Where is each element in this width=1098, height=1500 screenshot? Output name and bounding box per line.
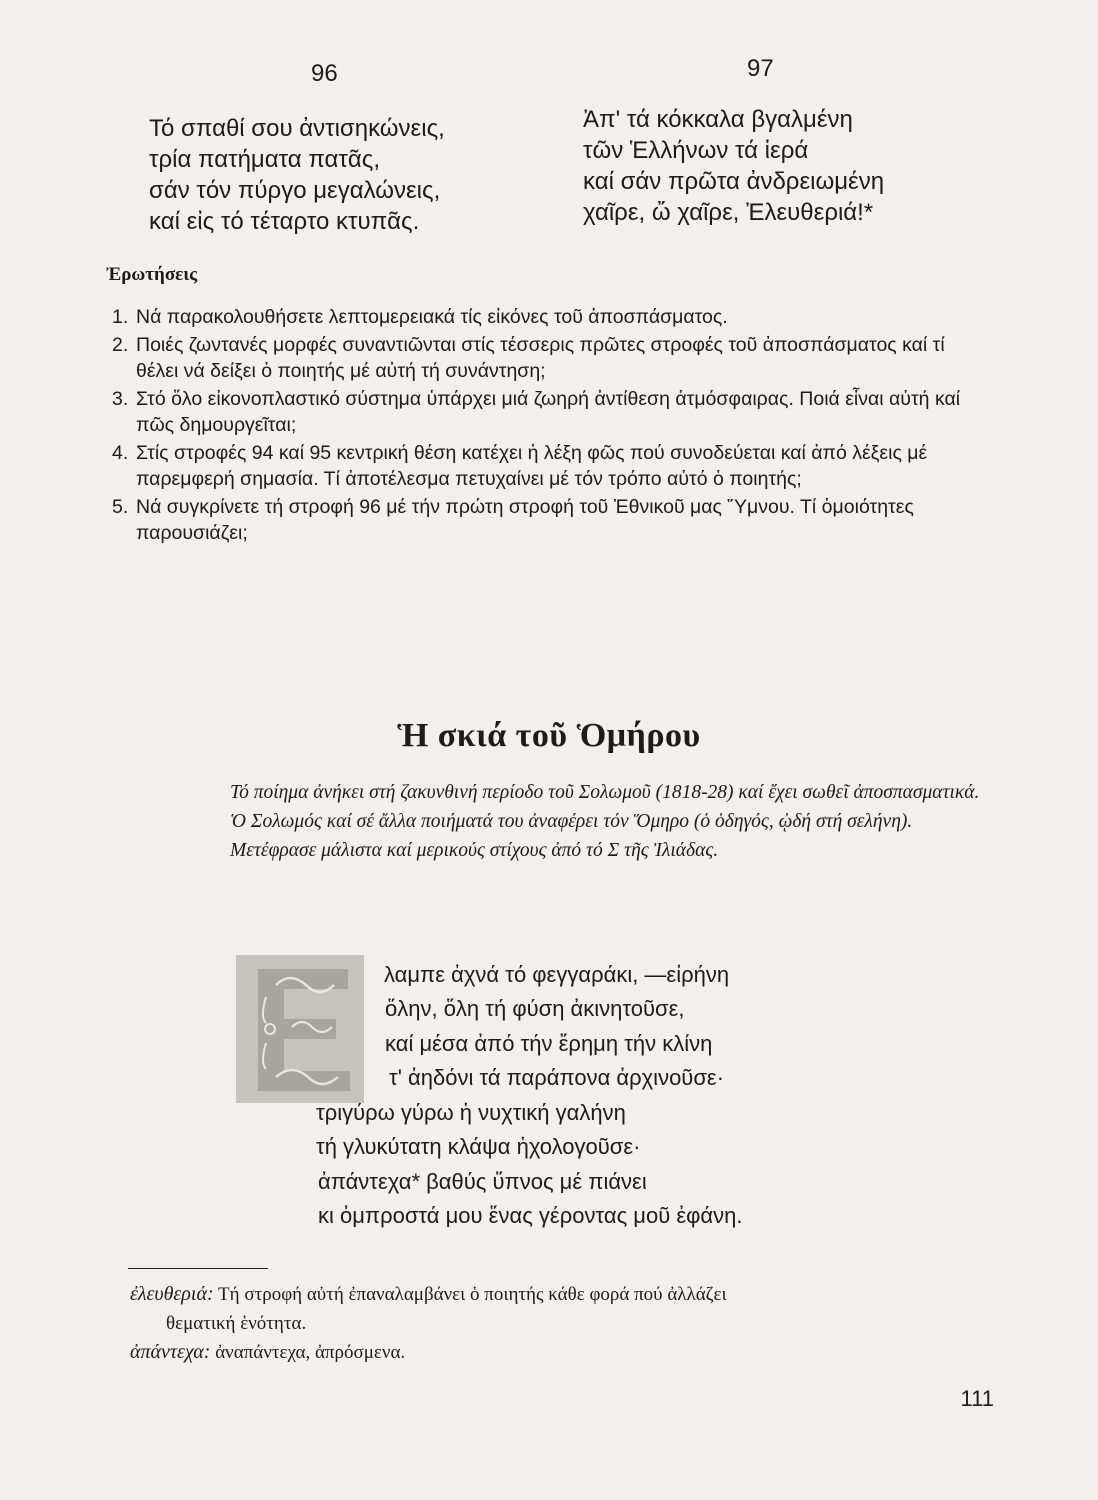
footnote-item	[130, 1338, 1010, 1367]
question-number: 3.	[112, 387, 129, 410]
dropcap-ornament	[236, 955, 364, 1103]
question-number: 4.	[112, 441, 129, 464]
poem-line: καί μέσα ἀπό τήν ἔρημη τήν κλίνη	[385, 1031, 713, 1056]
footnote-item	[130, 1280, 1010, 1309]
footnote-continuation: θεματική ἑνότητα.	[166, 1313, 307, 1334]
stanza-96	[149, 113, 445, 237]
poem-line: τή γλυκύτατη κλάψα ἠχολογοῦσε·	[316, 1134, 641, 1159]
poem-line: λαμπε ἀχνά τό φεγγαράκι, —εἰρήνη	[384, 962, 730, 987]
question-item	[112, 304, 992, 331]
question-item	[112, 494, 992, 547]
dropcap-letter-icon	[236, 955, 364, 1103]
section-title: Ἡ σκιά τοῦ Ὁμήρου	[397, 717, 701, 754]
questions-list	[112, 304, 992, 548]
questions-heading: Ἐρωτήσεις	[106, 264, 198, 285]
footnote-separator	[128, 1268, 268, 1269]
footnote-text: ἀναπάντεχα, ἀπρόσμενα.	[215, 1342, 406, 1363]
stanza-line: καί εἰς τό τέταρτο κτυπᾶς.	[149, 208, 420, 235]
question-text: Νά συγκρίνετε τή στροφή 96 μέ τήν πρώτη στροφή τοῦ Ἐθνικοῦ μας Ὕμνου. Τί ὁμοιότητες παρουσιάζει;	[136, 495, 914, 544]
poem-line: ὅλην, ὅλη τή φύση ἀκινητοῦσε,	[385, 996, 685, 1021]
footnote-text: Τή στροφή αὐτή ἐπαναλαμβάνει ὁ ποιητής κάθε φορά πού ἀλλάζει	[218, 1284, 727, 1305]
intro-paragraph: Τό ποίημα ἀνήκει στή ζακυνθινή περίοδο τοῦ Σολωμοῦ (1818-28) καί ἔχει σωθεῖ ἀποσπασματικά. Ὁ Σολωμός καί σέ ἄλλα ποιήματά του ἀναφέρει τόν Ὅμηρο (ὁ ὁδηγός, ᾠδή στή σελήνη). Μετέφρασε μάλιστα καί μερικούς στίχους ἀπό τό Σ τῆς Ἰλιάδας.	[230, 782, 980, 861]
page-number: 111	[960, 1386, 994, 1411]
poem-line: κι ὀμπροστά μου ἕνας γέροντας μοῦ ἐφάνη.	[318, 1203, 743, 1228]
question-text: Ποιές ζωντανές μορφές συναντιῶνται στίς τέσσερις πρῶτες στροφές τοῦ ἀποσπάσματος καί τί θέλει νά δείξει ὁ ποιητής μέ αὐτή τή συνάντηση;	[136, 333, 945, 382]
stanza-line: χαῖρε, ὤ χαῖρε, Ἐλευθεριά!*	[583, 199, 874, 226]
question-number: 5.	[112, 495, 129, 518]
poem-line: τ' ἀηδόνι τά παράπονα ἀρχινοῦσε·	[389, 1065, 725, 1090]
poem-line: ἀπάντεχα* βαθύς ὕπνος μέ πιάνει	[318, 1169, 647, 1194]
question-text: Στό ὅλο εἰκονοπλαστικό σύστημα ὑπάρχει μιά ζωηρή ἀντίθεση ἀτμόσφαιρας. Ποιά εἶναι αὐτή καί πῶς δημουργεῖται;	[136, 387, 961, 436]
stanza-number-96: 96	[311, 60, 338, 87]
stanza-line: τῶν Ἑλλήνων τά ἱερά	[583, 137, 809, 164]
stanza-number-97: 97	[747, 55, 774, 82]
stanza-line: Ἀπ' τά κόκκαλα βγαλμένη	[583, 106, 853, 133]
footnote-term: ἀπάντεχα:	[130, 1341, 211, 1363]
footnote-term: ἐλευθεριά:	[130, 1283, 214, 1305]
stanza-line: τρία πατήματα πατᾶς,	[149, 146, 380, 173]
stanza-line: σάν τόν πύργο μεγαλώνεις,	[149, 177, 441, 204]
stanza-97	[583, 104, 884, 228]
question-number: 1.	[112, 306, 129, 328]
stanza-line: Τό σπαθί σου ἀντισηκώνεις,	[149, 115, 445, 142]
question-item	[112, 386, 992, 439]
poem-line: τριγύρω γύρω ἡ νυχτική γαλήνη	[316, 1100, 626, 1125]
question-number: 2.	[112, 333, 129, 356]
stanza-line: καί σάν πρῶτα ἀνδρειωμένη	[583, 168, 885, 195]
question-item	[112, 332, 992, 385]
footnotes	[130, 1280, 1010, 1367]
question-text: Νά παρακολουθήσετε λεπτομερειακά τίς εἰκόνες τοῦ ἀποσπάσματος.	[136, 306, 728, 328]
question-item	[112, 440, 992, 493]
question-text: Στίς στροφές 94 καί 95 κεντρική θέση κατέχει ἡ λέξη φῶς πού συνοδεύεται καί ἀπό λέξεις μέ παρεμφερή σημασία. Τί ἀποτέλεσμα πετυχαίνει μέ τόν τρόπο αὐτό ὁ ποιητής;	[136, 441, 928, 490]
